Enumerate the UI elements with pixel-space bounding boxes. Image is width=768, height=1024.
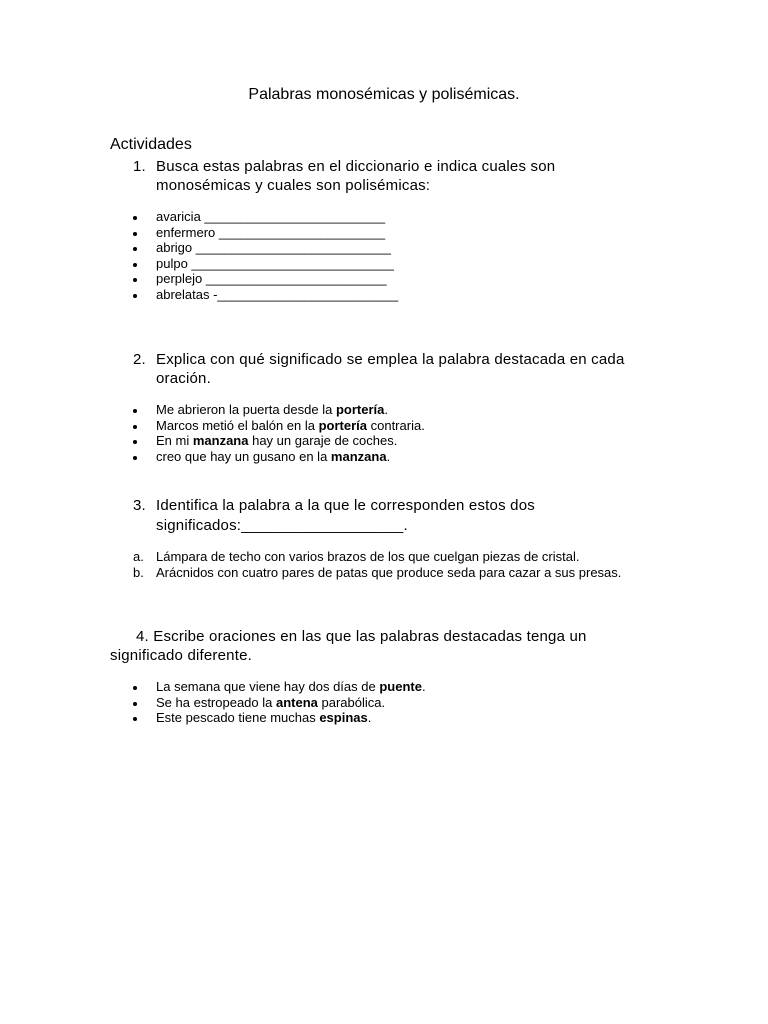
definition-list [133, 549, 626, 580]
list-item: Me abrieron la puerta desde la portería. [133, 402, 425, 418]
bullet-icon [133, 425, 137, 429]
highlighted-word: manzana [192, 433, 249, 449]
section-heading: Actividades [110, 136, 192, 153]
list-item: creo que hay un gusano en la manzana. [133, 449, 425, 465]
word-list [133, 209, 398, 303]
sentence-list [133, 679, 426, 726]
list-letter: a. [133, 549, 144, 564]
sentence-list [133, 402, 425, 464]
list-item: Marcos metió el balón en la portería contraria. [133, 418, 425, 434]
highlighted-word: antena [275, 694, 318, 710]
highlighted-word: portería [335, 402, 385, 417]
list-item: abrelatas -_________________________ [133, 287, 398, 303]
question-text: Identifica la palabra a la que le corresponden estos dos significados:___________________. [156, 497, 535, 534]
list-item: perplejo _________________________ [133, 271, 398, 287]
highlighted-word: portería [318, 417, 367, 433]
list-item: enfermero _______________________ [133, 225, 398, 241]
bullet-icon [133, 263, 137, 267]
question-text: Busca estas palabras en el diccionario e indica cuales son monosémicas y cuales son polisémicas: [156, 158, 556, 194]
bullet-icon [133, 232, 137, 236]
question-2 [133, 350, 633, 388]
list-item: Este pescado tiene muchas espinas. [133, 710, 426, 726]
question-number: 2. [133, 351, 146, 368]
list-item: La semana que viene hay dos días de puente. [133, 679, 426, 695]
question-1 [133, 157, 633, 195]
question-number: 1. [133, 158, 146, 175]
list-item: pulpo ____________________________ [133, 256, 398, 272]
bullet-icon [133, 216, 137, 220]
question-4 [110, 627, 640, 665]
bullet-icon [133, 247, 137, 251]
question-3 [133, 496, 633, 536]
bullet-icon [133, 294, 137, 298]
list-item: b. Arácnidos con cuatro pares de patas que produce seda para cazar a sus presas. [133, 564, 622, 580]
highlighted-word: puente [379, 679, 422, 694]
bullet-icon [133, 456, 137, 460]
bullet-icon [133, 278, 137, 282]
bullet-icon [133, 717, 137, 721]
highlighted-word: manzana [330, 448, 387, 464]
list-item: avaricia _________________________ [133, 209, 398, 225]
bullet-icon [133, 409, 137, 413]
bullet-icon [133, 440, 137, 444]
list-item: Se ha estropeado la antena parabólica. [133, 695, 426, 711]
list-letter: b. [133, 564, 144, 580]
bullet-icon [133, 686, 137, 690]
page-title: Palabras monosémicas y polisémicas. [248, 86, 520, 103]
question-text: Explica con qué significado se emplea la palabra destacada en cada oración. [156, 351, 625, 387]
list-item: a. Lámpara de techo con varios brazos de los que cuelgan piezas de cristal. [133, 549, 580, 564]
bullet-icon [133, 702, 137, 706]
list-item: En mi manzana hay un garaje de coches. [133, 433, 425, 449]
question-number: 3. [133, 497, 146, 514]
question-text: 4. Escribe oraciones en las que las palabras destacadas tenga un significado diferente. [110, 628, 587, 664]
highlighted-word: espinas [319, 710, 368, 726]
list-item: abrigo ___________________________ [133, 240, 398, 256]
